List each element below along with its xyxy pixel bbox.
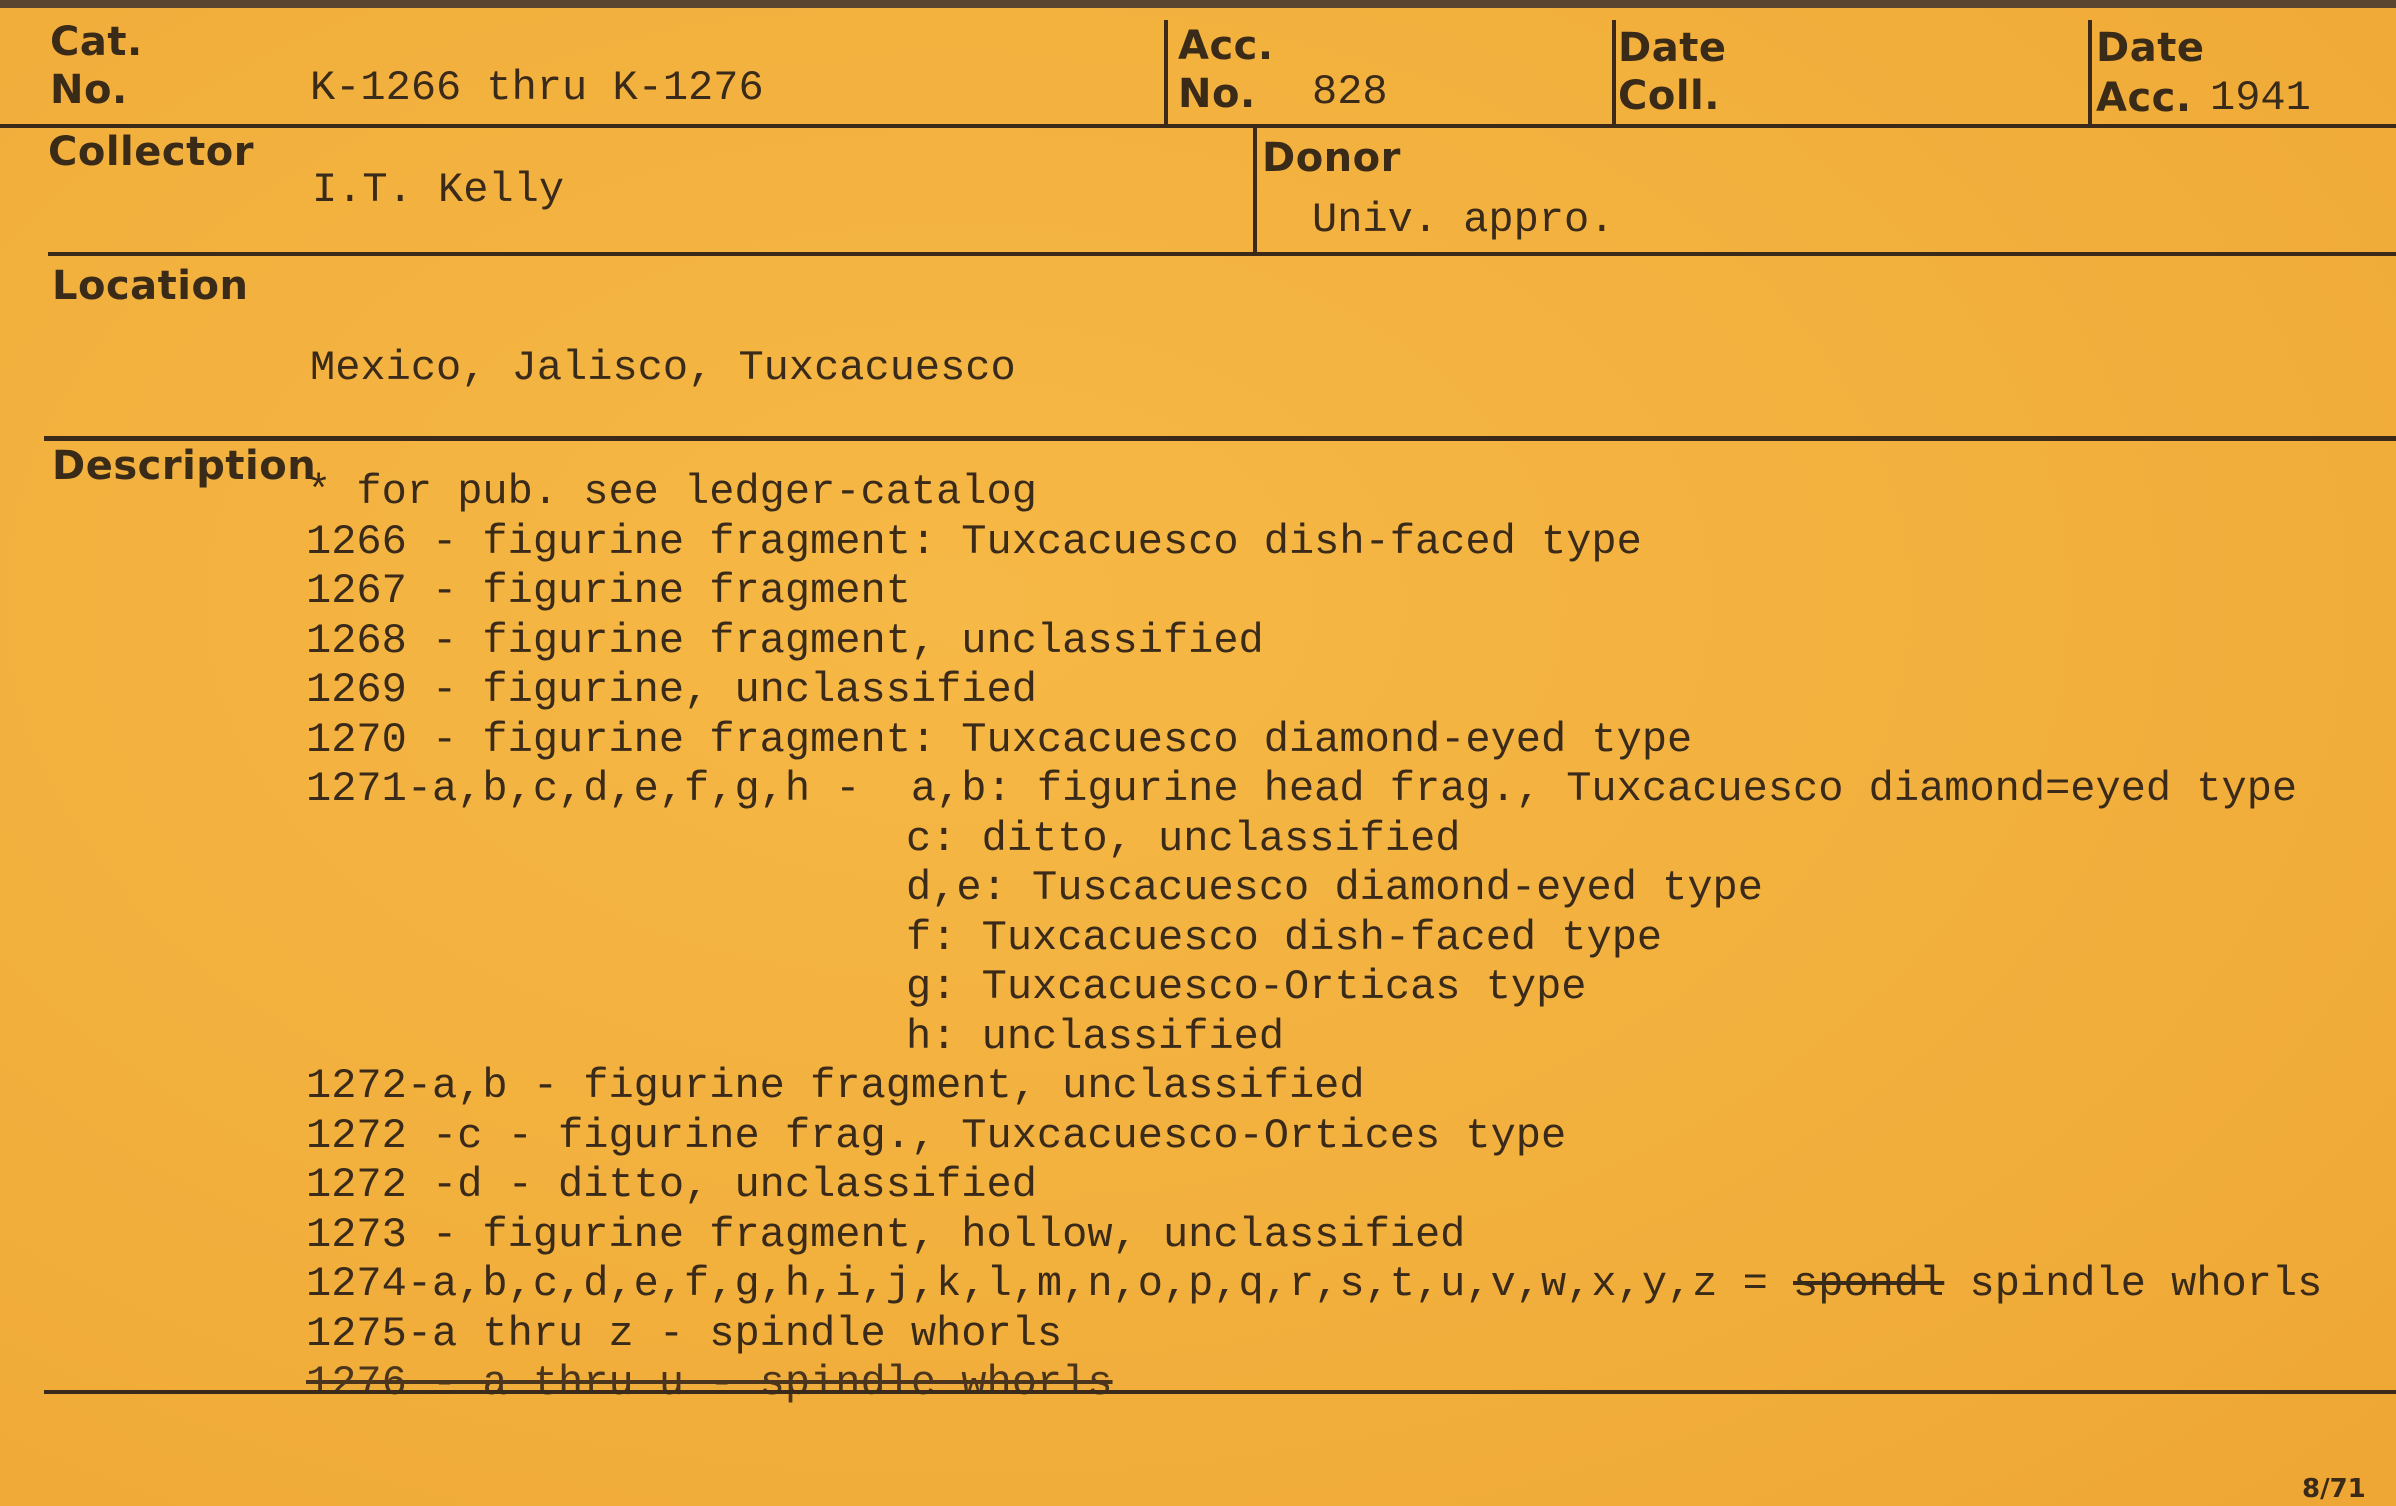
description-line-1276: 1276 - a thru u - spindle whorls xyxy=(306,1359,1113,1407)
date-label-coll: Date xyxy=(1618,25,1727,71)
acc-number-value: 828 xyxy=(1312,68,1388,116)
donor-label: Donor xyxy=(1262,135,1401,181)
acc-label: Acc. xyxy=(1178,23,1274,69)
form-revision-number: 8/71 xyxy=(2302,1474,2366,1504)
cat-number-value: K-1266 thru K-1276 xyxy=(310,64,764,112)
date-acc-label: Acc. xyxy=(2096,75,2192,121)
struck-out-text: spondl xyxy=(1793,1260,1945,1308)
description-line: 1272 -d - ditto, unclassified xyxy=(306,1161,1037,1209)
description-line: f: Tuxcacuesco dish-faced type xyxy=(906,913,1663,962)
collector-label: Collector xyxy=(48,129,254,175)
collector-value: I.T. Kelly xyxy=(312,166,565,214)
description-line-1274-tail: spindle whorls xyxy=(1944,1260,2323,1308)
description-line-1274 xyxy=(306,1260,2366,1310)
acc-no-label: No. xyxy=(1178,71,1256,117)
description-line: 1268 - figurine fragment, unclassified xyxy=(306,616,1264,665)
description-line: 1273 - figurine fragment, hollow, unclassified xyxy=(306,1210,1466,1259)
location-label: Location xyxy=(52,263,249,309)
description-line: 1272 -c - figurine frag., Tuxcacuesco-Ortices type xyxy=(306,1111,1567,1160)
description-line: 1270 - figurine fragment: Tuxcacuesco diamond-eyed type xyxy=(306,715,1693,764)
description-line: c: ditto, unclassified xyxy=(906,814,1461,863)
donor-value: Univ. appro. xyxy=(1312,196,1615,244)
collector-bottom-rule xyxy=(48,252,2396,256)
date-acc-value: 1941 xyxy=(2210,74,2311,122)
description-line: 1271-a,b,c,d,e,f,g,h - a,b: figurine head frag., Tuxcacuesco diamond=eyed type xyxy=(306,765,2298,813)
location-bottom-rule xyxy=(44,436,2396,441)
description-line-1274-text: 1274-a,b,c,d,e,f,g,h,i,j,k,l,m,n,o,p,q,r,s,t,u,v,w,x,y,z = xyxy=(306,1260,1794,1308)
no-label: No. xyxy=(50,67,128,113)
date-acc-divider xyxy=(2088,20,2092,126)
donor-divider xyxy=(1253,126,1257,254)
description-line: 1266 - figurine fragment: Tuxcacuesco dish-faced type xyxy=(306,517,1642,566)
description-line: * for pub. see ledger-catalog xyxy=(306,468,1037,516)
date-label-acc: Date xyxy=(2096,25,2205,71)
acc-divider xyxy=(1164,20,1168,126)
cat-label: Cat. xyxy=(50,19,143,65)
location-value: Mexico, Jalisco, Tuxcacuesco xyxy=(310,344,1016,392)
coll-label: Coll. xyxy=(1618,73,1720,119)
description-line: 1269 - figurine, unclassified xyxy=(306,666,1037,714)
top-border xyxy=(0,0,2396,8)
description-line: 1272-a,b - figurine fragment, unclassified xyxy=(306,1062,1365,1110)
date-coll-divider xyxy=(1612,20,1616,126)
description-line: h: unclassified xyxy=(906,1012,1285,1061)
description-label: Description xyxy=(52,443,317,489)
description-line: 1267 - figurine fragment xyxy=(306,567,911,615)
description-line: d,e: Tuscacuesco diamond-eyed type xyxy=(906,864,1763,912)
description-line: g: Tuxcacuesco-Orticas type xyxy=(906,963,1587,1011)
description-lines xyxy=(306,468,2366,1409)
header-bottom-rule xyxy=(0,124,2396,128)
description-line: 1275-a thru z - spindle whorls xyxy=(306,1309,1063,1358)
